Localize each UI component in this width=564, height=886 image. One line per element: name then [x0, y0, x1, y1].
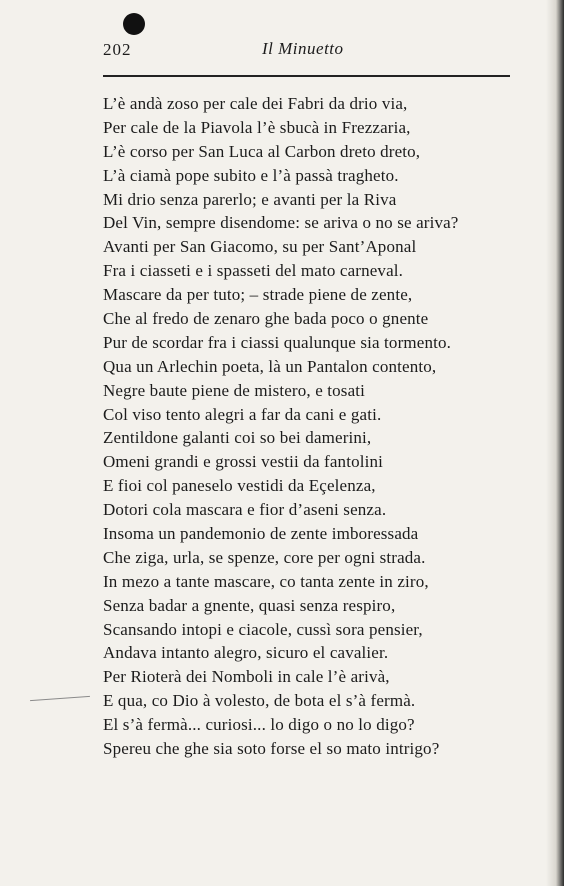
page-number: 202 [103, 40, 132, 59]
verse-line: Mi drio senza parerlo; e avanti per la Riva [103, 189, 397, 209]
page-edge-shadow [546, 0, 564, 886]
verse-line: Andava intanto alegro, sicuro el cavalier. [103, 643, 389, 663]
margin-mark [30, 696, 90, 701]
verse-line: Spereu che ghe sia soto forse el so mato intrigo? [103, 739, 440, 759]
verse-line: Avanti per San Giacomo, su per Sant’Aponal [103, 237, 417, 257]
binding-hole [123, 13, 145, 35]
verse-line: Qua un Arlechin poeta, là un Pantalon contento, [103, 356, 437, 376]
verse-line: Senza badar a gnente, quasi senza respiro, [103, 595, 396, 615]
verse-line: Fra i ciasseti e i spasseti del mato carneval. [103, 261, 404, 281]
verse-line: L’è corso per San Luca al Carbon dreto dreto, [103, 141, 421, 161]
verse-line: Scansando intopi e ciacole, cussì sora pensier, [103, 619, 423, 639]
verse-line: Che ziga, urla, se spenze, core per ogni strada. [103, 547, 426, 567]
verse-line: Che al fredo de zenaro ghe bada poco o gnente [103, 309, 429, 329]
verse-line: E fioi col paneselo vestidi da Eçelenza, [103, 476, 376, 496]
verse-line: E qua, co Dio à volesto, de bota el s’à fermà. [103, 691, 416, 711]
verse-line: Zentildone galanti coi so bei damerini, [103, 428, 372, 448]
verse-line: L’à ciamà pope subito e l’à passà tragheto. [103, 165, 399, 185]
verse-line: Mascare da per tuto; – strade piene de zente, [103, 285, 413, 305]
verse-line: Pur de scordar fra i ciassi qualunque sia tormento. [103, 332, 452, 352]
verse-line: Col viso tento alegri a far da cani e gati. [103, 404, 382, 424]
verse-line: El s’à fermà... curiosi... lo digo o no lo digo? [103, 715, 415, 735]
verse-line: Dotori cola mascara e fior d’aseni senza. [103, 500, 387, 520]
verse-line: Omeni grandi e grossi vestii da fantolini [103, 452, 383, 472]
verse-line: Per cale de la Piavola l’è sbucà in Frezzaria, [103, 117, 411, 137]
header-rule [103, 75, 510, 77]
verse-line: L’è andà zoso per cale dei Fabri da drio via, [103, 94, 408, 113]
running-title: Il Minuetto [262, 39, 344, 58]
verse-line: In mezo a tante mascare, co tanta zente in ziro, [103, 571, 429, 591]
verse-line: Del Vin, sempre disendome: se ariva o no se ariva? [103, 213, 459, 233]
verse-line: Insoma un pandemonio de zente imboressada [103, 524, 419, 544]
poem-body [103, 92, 523, 761]
verse-line: Negre baute piene de mistero, e tosati [103, 380, 366, 400]
verse-line: Per Rioterà dei Nomboli in cale l’è arivà, [103, 667, 390, 687]
